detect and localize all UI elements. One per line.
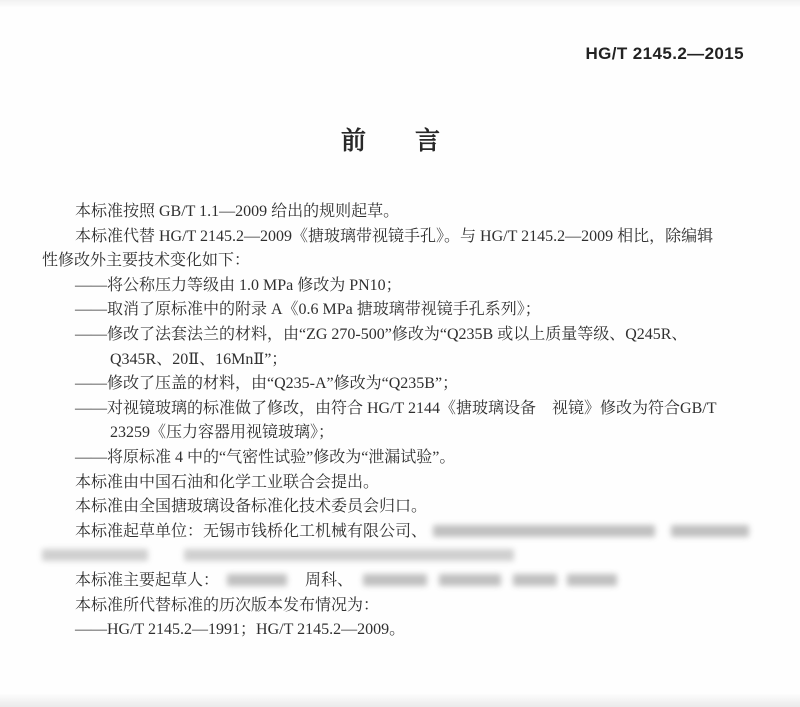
line-text: 周科、	[305, 571, 354, 589]
redacted-text	[42, 549, 148, 561]
line-text: ——将公称压力等级由 1.0 MPa 修改为 PN10；	[75, 276, 402, 294]
foreword-list-item	[42, 372, 768, 397]
line-text: 本标准起草单位：无锡市钱桥化工机械有限公司、	[75, 522, 428, 540]
line-text: 本标准由中国石油和化学工业联合会提出。	[75, 473, 380, 491]
line-text: 本标准所代替标准的历次版本发布情况为：	[75, 596, 380, 614]
foreword-line	[42, 495, 768, 520]
line-text: Q345R、20Ⅱ、16MnⅡ”；	[110, 350, 288, 368]
line-text: 本标准由全国搪玻璃设备标准化技术委员会归口。	[75, 498, 428, 516]
foreword-list-item	[42, 298, 768, 323]
foreword-line	[42, 249, 768, 274]
line-text: ——对视镜玻璃的标准做了修改，由符合 HG/T 2144《搪玻璃设备 视镜》修改为符合GB/T	[75, 399, 717, 417]
standard-number: HG/T 2145.2—2015	[585, 44, 744, 63]
redacted-text	[439, 574, 501, 586]
line-text: ——修改了法套法兰的材料，由“ZG 270-500”修改为“Q235B 或以上质量等级、Q245R、	[75, 325, 688, 343]
foreword-list-item	[42, 274, 768, 299]
redacted-text	[184, 549, 514, 561]
foreword-line-redacted	[42, 544, 768, 569]
page-title	[0, 121, 791, 157]
foreword-line	[42, 471, 768, 496]
foreword-line	[42, 200, 768, 225]
foreword-list-item	[42, 397, 768, 422]
foreword-line	[42, 594, 768, 619]
foreword-line	[42, 225, 768, 250]
line-text: 本标准主要起草人：	[75, 571, 220, 589]
page-top-edge-shadow	[0, 0, 800, 8]
line-text: ——修改了压盖的材料，由“Q235-A”修改为“Q235B”；	[75, 375, 459, 393]
redacted-text	[567, 574, 617, 586]
redacted-text	[227, 574, 287, 586]
foreword-list-item	[42, 618, 768, 643]
redacted-text	[433, 525, 655, 537]
foreword-list-item	[42, 446, 768, 471]
foreword-line-drafting-units	[42, 520, 768, 545]
page-bottom-edge-shadow	[0, 693, 800, 707]
title-char-first: 前	[340, 128, 367, 155]
redacted-text	[671, 525, 749, 537]
redacted-text	[363, 574, 427, 586]
line-text: 23259《压力容器用视镜玻璃》；	[110, 424, 335, 442]
line-text: 本标准按照 GB/T 1.1—2009 给出的规则起草。	[75, 203, 400, 220]
foreword-list-item	[42, 323, 768, 348]
line-text: 性修改外主要技术变化如下：	[42, 252, 251, 270]
foreword-line-drafters	[42, 569, 768, 594]
line-text: ——HG/T 2145.2—1991；HG/T 2145.2—2009。	[75, 621, 406, 639]
line-text: ——取消了原标准中的附录 A《0.6 MPa 搪玻璃带视镜手孔系列》；	[75, 301, 541, 319]
title-char-second: 言	[415, 128, 442, 155]
foreword-list-item-continuation	[42, 348, 768, 373]
line-text: 本标准代替 HG/T 2145.2—2009《搪玻璃带视镜手孔》。与 HG/T 2145.2—2009 相比，除编辑	[75, 227, 714, 245]
line-text: ——将原标准 4 中的“气密性试验”修改为“泄漏试验”。	[75, 448, 456, 466]
redacted-text	[513, 574, 557, 586]
foreword-body	[42, 200, 768, 643]
foreword-list-item-continuation	[42, 421, 768, 446]
